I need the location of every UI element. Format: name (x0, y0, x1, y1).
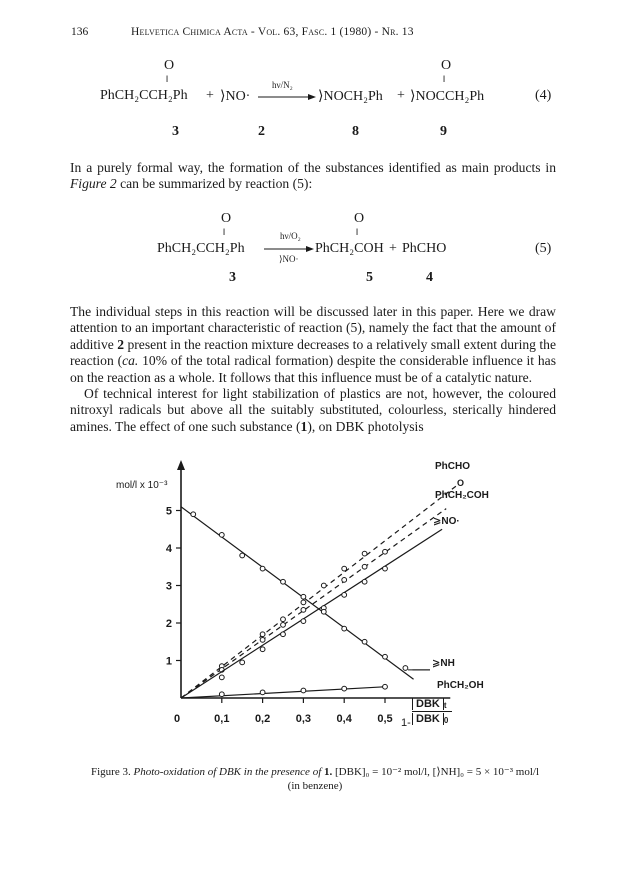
x-axis-numerator-sub: t (443, 701, 447, 710)
double-bond-right: ‖ (356, 227, 359, 237)
double-bond-left: ‖ (223, 227, 226, 237)
series-line (181, 507, 414, 680)
x-axis-denominator: DBK (412, 713, 444, 725)
compound-number: 2 (258, 124, 265, 139)
paragraph: In a purely formal way, the formation of the substances identified as main products in Figure 2 can be summarized by reaction (5): (70, 160, 556, 192)
y-tick-label: 5 (165, 505, 172, 518)
data-point (260, 632, 265, 637)
data-point (240, 660, 245, 665)
compound-number: 4 (426, 270, 433, 285)
data-point (219, 692, 224, 697)
reaction-conditions-top: hν/O₂ (280, 231, 301, 241)
data-point (260, 647, 265, 652)
data-point (191, 512, 196, 517)
carbonyl-o-left: O (164, 58, 175, 73)
data-point (383, 654, 388, 659)
caption-title: Photo-oxidation of DBK in the presence of (133, 766, 322, 778)
y-tick-label: 4 (165, 543, 172, 555)
x-axis-numerator: DBK (412, 698, 444, 710)
data-point (342, 592, 347, 597)
data-point (301, 594, 306, 599)
caption-figure-label: Figure 3. (90, 766, 131, 778)
page-number: 136 (71, 26, 89, 38)
carbonyl-o-left: O (221, 211, 232, 226)
y-tick-label: 1 (165, 655, 172, 668)
y-axis-arrow (177, 460, 185, 470)
equation-label: (4) (535, 88, 552, 103)
series-label-acid-o: O (457, 478, 465, 488)
caption-compound: 1. (324, 766, 333, 778)
product-4: PhCHO (402, 241, 447, 256)
x-tick-label: 0,2 (254, 713, 271, 725)
chart-plot (100, 450, 570, 750)
data-point (281, 617, 286, 622)
data-point (342, 626, 347, 631)
data-point (301, 619, 306, 624)
data-point (342, 577, 347, 582)
reaction-arrow (264, 245, 314, 253)
series-label-acid: PhCH₂COH (435, 490, 489, 501)
data-point (362, 551, 367, 556)
carbonyl-o-right: O (441, 58, 452, 73)
data-point (281, 622, 286, 627)
data-point (321, 583, 326, 588)
reactant-dbk: PhCH₂CCH₂Ph (157, 241, 245, 256)
reaction-arrow (258, 93, 316, 101)
series-label-amine: ⩾NH (432, 658, 455, 669)
series-label-alcohol: PhCH₂OH (437, 680, 484, 691)
data-point (260, 690, 265, 695)
plus-sign-2: + (397, 88, 405, 103)
x-tick-label: 0 (173, 713, 181, 725)
caption-solvent: (in benzene) (287, 780, 343, 792)
plus-sign: + (389, 241, 397, 256)
data-point (219, 675, 224, 680)
x-tick-label: 0,3 (295, 713, 312, 725)
journal-title: Helvetica Chimica Acta - Vol. 63, Fasc. 1 (1980) - Nr. 13 (131, 26, 414, 38)
data-point (383, 549, 388, 554)
data-point (362, 639, 367, 644)
data-point (281, 579, 286, 584)
x-axis-fraction (412, 698, 452, 725)
data-point (362, 579, 367, 584)
data-point (362, 564, 367, 569)
product-8: ⟩NOCH₂Ph (318, 89, 383, 104)
data-point (403, 666, 408, 671)
series-label-phcho: PhCHO (435, 461, 470, 472)
paragraph: The individual steps in this reaction will be discussed later in this paper. Here we draw attention to an important characteristic of reaction (5), namely the fact that the amount of additive 2 present in the reaction mixture decreases to a relatively small extent during the reaction (ca. 10% of the total radical formation) despite the considerable influence it has on the reaction as a whole. It follows that this influence must be of a catalytic nature. Of technical interest for light stabilization of plastics are not, however, the coloured nitroxyl radicals but above all the suitably substituted, colourless, sterically hindered amines. The effect of one such substance (1), on DBK photolysis (70, 304, 556, 434)
x-tick-label: 0,1 (214, 713, 230, 725)
figure-caption (60, 765, 570, 793)
series-label-nitroxyl: ⩾NO· (433, 516, 460, 527)
data-point (301, 688, 306, 693)
reaction-conditions: hν/N₂ (272, 80, 293, 90)
compound-number: 3 (229, 270, 236, 285)
x-axis-prefix: 1- (401, 717, 411, 729)
reactant-dbk: PhCH₂CCH₂Ph (100, 88, 188, 103)
double-bond-right: ‖ (443, 74, 446, 84)
caption-conditions: [DBK]₀ = 10⁻² mol/l, [⟩NH]₀ = 5 × 10⁻³ mol/l (335, 766, 539, 778)
data-point (383, 684, 388, 689)
x-tick-label: 0,5 (377, 713, 393, 725)
y-tick-label: 3 (165, 580, 172, 593)
data-point (342, 566, 347, 571)
data-point (260, 637, 265, 642)
compound-number: 5 (366, 270, 373, 285)
reactant-nitroxyl: ⟩NO· (220, 89, 251, 104)
data-point (219, 532, 224, 537)
data-point (281, 632, 286, 637)
y-axis-unit: mol/l x 10⁻³ (116, 480, 168, 491)
compound-number: 9 (440, 124, 447, 139)
data-point (342, 686, 347, 691)
y-tick-label: 2 (165, 618, 172, 630)
equation-label: (5) (535, 241, 552, 256)
x-tick-label: 0,4 (336, 713, 352, 725)
series-line (181, 529, 442, 698)
data-point (240, 553, 245, 558)
figure-reference: Figure 2 (70, 176, 117, 192)
reaction-conditions-bottom: ⟩NO· (279, 254, 299, 264)
x-axis-denominator-sub: 0 (443, 716, 449, 725)
plus-sign: + (206, 88, 214, 103)
data-point (301, 607, 306, 612)
double-bond-left: ‖ (166, 74, 169, 84)
product-9: ⟩NOCCH₂Ph (410, 89, 485, 104)
data-point (260, 566, 265, 571)
data-point (301, 600, 306, 605)
data-point (383, 566, 388, 571)
product-5: PhCH₂COH (315, 241, 384, 256)
compound-number: 8 (352, 124, 359, 139)
series-line (181, 687, 385, 698)
carbonyl-o-right: O (354, 211, 365, 226)
data-point (321, 609, 326, 614)
compound-number: 3 (172, 124, 179, 139)
